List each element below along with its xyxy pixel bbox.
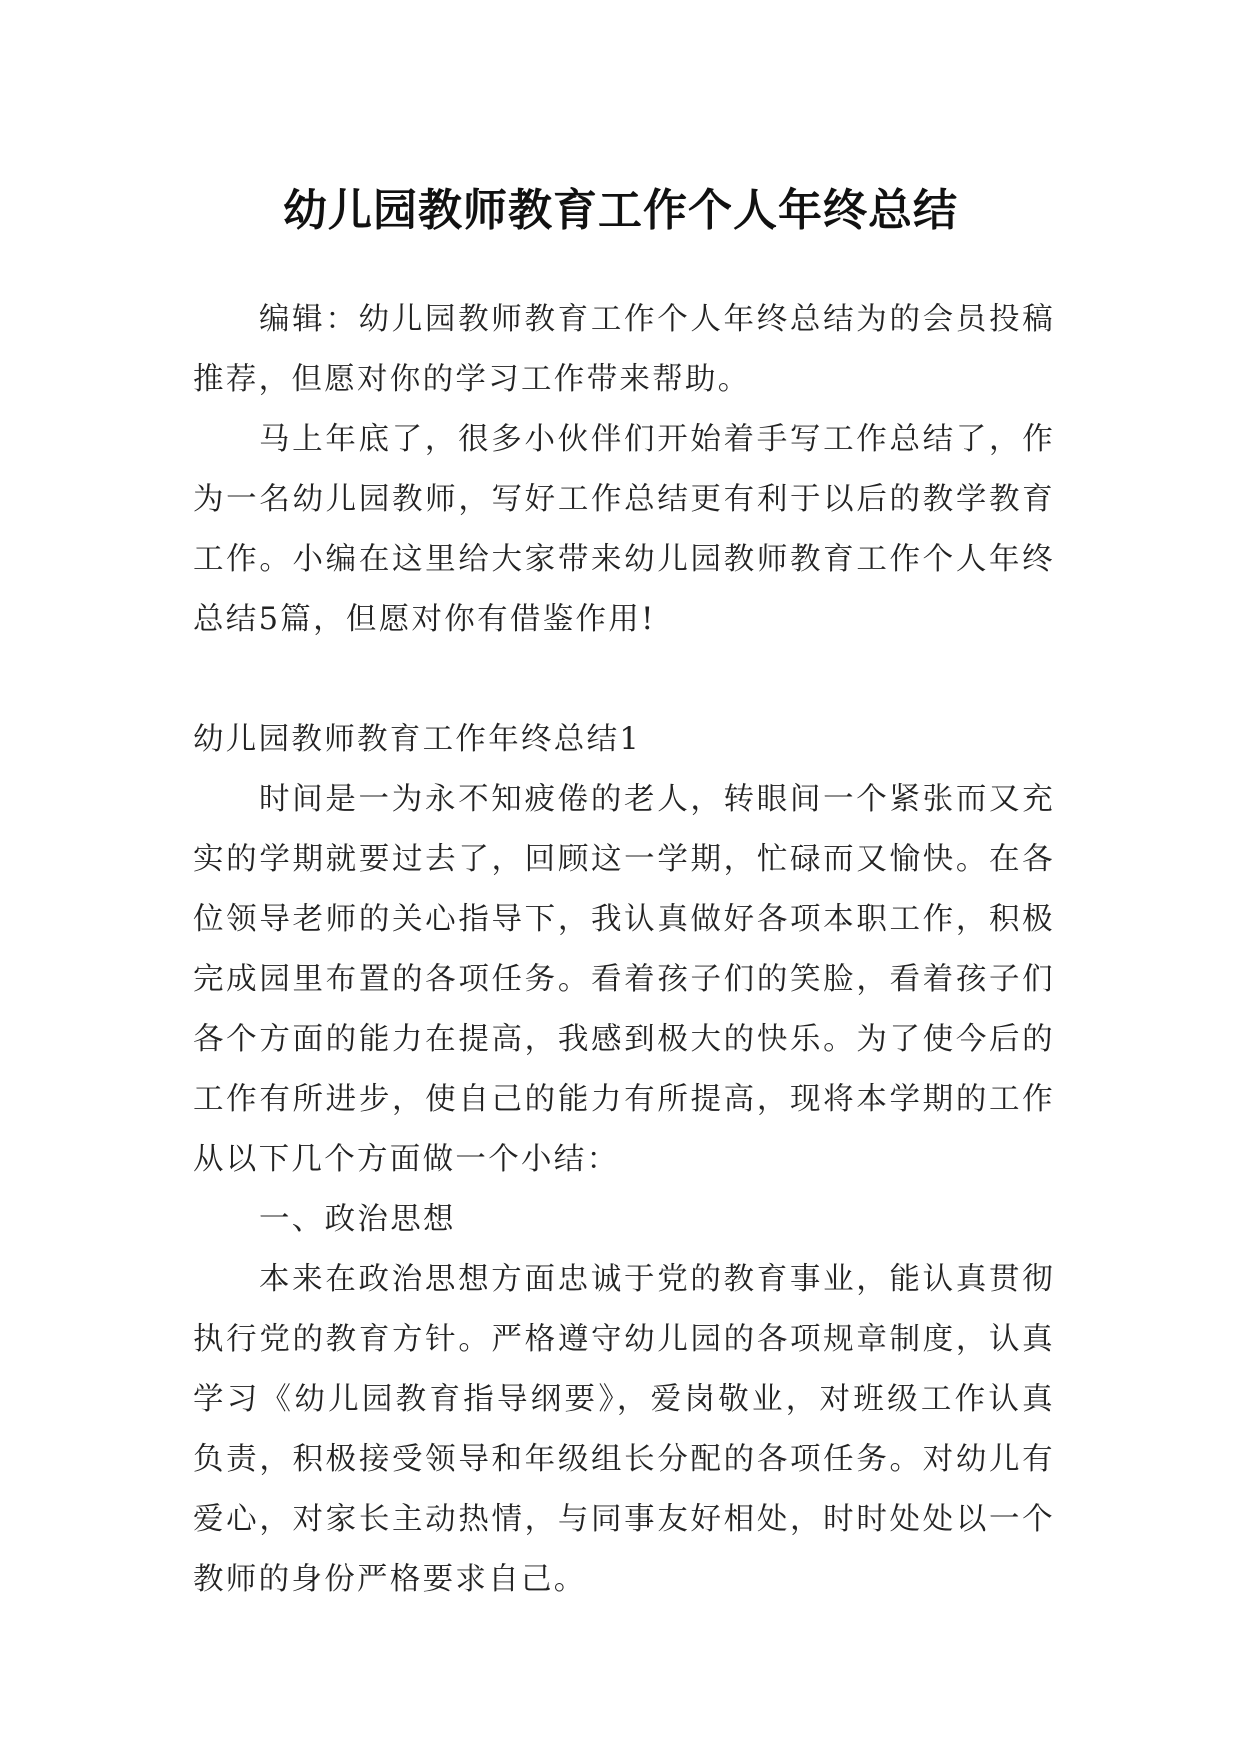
intro-body-paragraph: 马上年底了，很多小伙伴们开始着手写工作总结了，作为一名幼儿园教师，写好工作总结更有利于以后的教学教育工作。小编在这里给大家带来幼儿园教师教育工作个人年终总结5篇，但愿对你有借鉴作用! [193,422,1055,637]
section-paragraph: 时间是一为永不知疲倦的老人，转眼间一个紧张而又充实的学期就要过去了，回顾这一学期，忙碌而又愉快。在各位领导老师的关心指导下，我认真做好各项本职工作，积极完成园里布置的各项任务。看着孩子们的笑脸，看着孩子们各个方面的能力在提高，我感到极大的快乐。为了使今后的工作有所进步，使自己的能力有所提高，现将本学期的工作从以下几个方面做一个小结： [193,782,1055,1177]
document-body [193,290,1055,1610]
section-paragraph: 本来在政治思想方面忠诚于党的教育事业，能认真贯彻执行党的教育方针。严格遵守幼儿园的各项规章制度，认真学习《幼儿园教育指导纲要》，爱岗敬业，对班级工作认真负责，积极接受领导和年级组长分配的各项任务。对幼儿有爱心，对家长主动热情，与同事友好相处，时时处处以一个教师的身份严格要求自己。 [193,1262,1055,1597]
document-title: 幼儿园教师教育工作个人年终总结 [283,185,958,237]
intro-editor-paragraph: 编辑：幼儿园教师教育工作个人年终总结为的会员投稿推荐，但愿对你的学习工作带来帮助。 [193,302,1055,397]
subheading: 一、政治思想 [259,1202,456,1237]
section-title: 幼儿园教师教育工作年终总结1 [193,722,642,757]
